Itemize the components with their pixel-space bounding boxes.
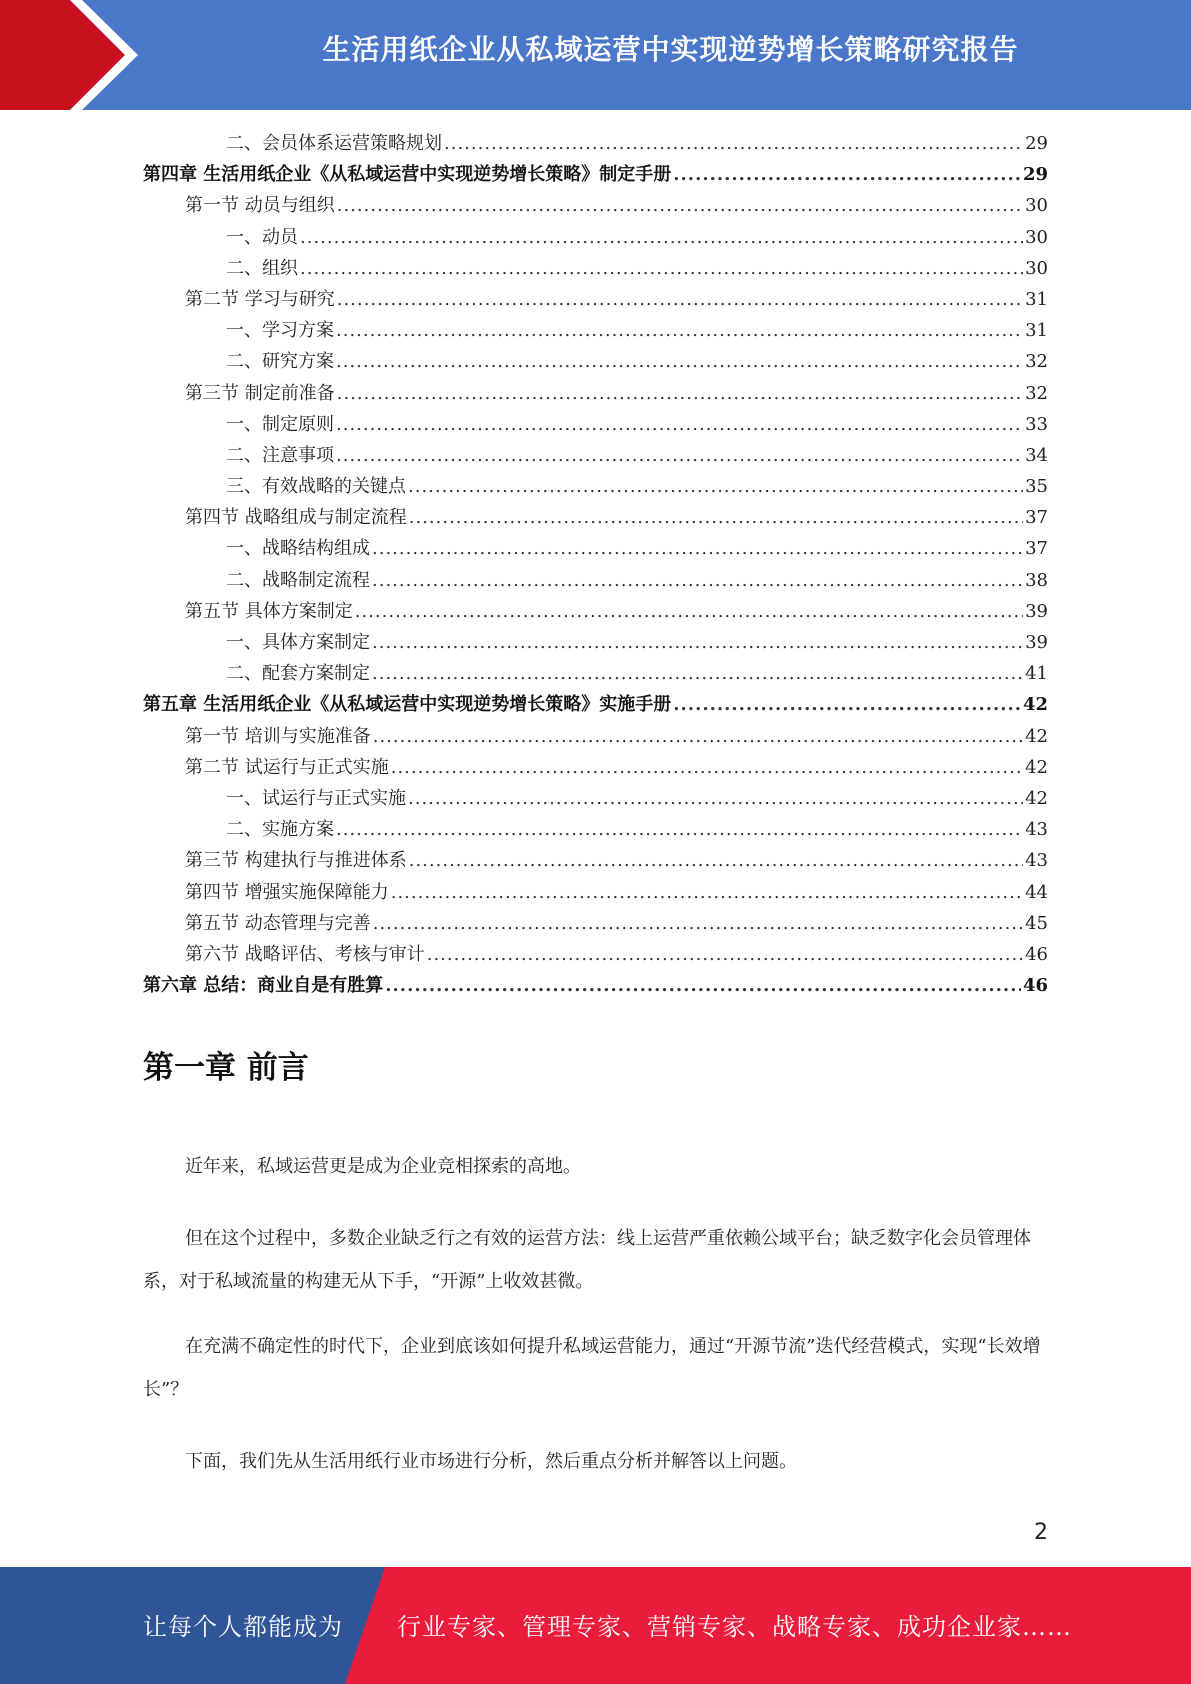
toc-entry[interactable] bbox=[143, 222, 1048, 253]
page-header bbox=[0, 0, 1191, 110]
toc-dot-leader bbox=[300, 222, 1023, 253]
toc-page-number: 43 bbox=[1025, 850, 1048, 872]
toc-dot-leader bbox=[409, 502, 1023, 533]
toc-page-number: 42 bbox=[1025, 787, 1048, 809]
toc-entry[interactable] bbox=[143, 378, 1048, 409]
toc-dot-leader bbox=[409, 845, 1023, 876]
toc-entry[interactable] bbox=[143, 159, 1048, 190]
toc-entry[interactable] bbox=[143, 565, 1048, 596]
toc-entry[interactable] bbox=[143, 845, 1048, 876]
chapter-title: 第一章 前言 bbox=[143, 1050, 309, 1086]
toc-dot-leader bbox=[673, 689, 1021, 720]
toc-entry-title: 第六节 战略评估、考核与审计 bbox=[185, 943, 425, 965]
toc-page-number: 39 bbox=[1025, 600, 1048, 622]
toc-entry[interactable] bbox=[143, 284, 1048, 315]
toc-entry-title: 第五节 具体方案制定 bbox=[185, 600, 353, 622]
page-number: 2 bbox=[1034, 1520, 1048, 1545]
toc-entry[interactable] bbox=[143, 721, 1048, 752]
footer-roles: 行业专家、管理专家、营销专家、战略专家、成功企业家…… bbox=[397, 1613, 1072, 1641]
toc-entry-title: 一、制定原则 bbox=[226, 413, 334, 435]
toc-dot-leader bbox=[336, 440, 1023, 471]
toc-entry-title: 二、战略制定流程 bbox=[226, 569, 370, 591]
toc-entry-title: 一、学习方案 bbox=[226, 320, 334, 342]
toc-dot-leader bbox=[337, 378, 1023, 409]
toc-entry-title: 第四节 战略组成与制定流程 bbox=[185, 507, 407, 529]
toc-entry[interactable] bbox=[143, 908, 1048, 939]
toc-dot-leader bbox=[373, 908, 1023, 939]
toc-page-number: 38 bbox=[1025, 569, 1048, 591]
toc-entry-title: 第五章 生活用纸企业《从私域运营中实现逆势增长策略》实施手册 bbox=[143, 694, 672, 716]
toc-entry[interactable] bbox=[143, 190, 1048, 221]
toc-dot-leader bbox=[391, 752, 1023, 783]
toc-dot-leader bbox=[391, 877, 1023, 908]
toc-page-number: 46 bbox=[1022, 975, 1048, 997]
toc-dot-leader bbox=[444, 128, 1023, 159]
toc-dot-leader bbox=[385, 970, 1021, 1001]
toc-dot-leader bbox=[372, 658, 1023, 689]
toc-entry-title: 二、配套方案制定 bbox=[226, 663, 370, 685]
toc-entry[interactable] bbox=[143, 752, 1048, 783]
toc-dot-leader bbox=[372, 533, 1023, 564]
toc-entry-title: 一、具体方案制定 bbox=[226, 632, 370, 653]
toc-dot-leader bbox=[336, 346, 1023, 377]
toc-page-number: 43 bbox=[1025, 819, 1048, 841]
toc-entry-title: 三、有效战略的关键点 bbox=[226, 476, 406, 498]
toc-dot-leader bbox=[673, 159, 1021, 190]
paragraph: 近年来，私域运营更是成为企业竞相探索的高地。 bbox=[185, 1156, 581, 1177]
toc-page-number: 37 bbox=[1025, 538, 1048, 560]
toc-entry-title: 一、试运行与正式实施 bbox=[226, 787, 406, 809]
toc-entry-title: 二、研究方案 bbox=[226, 351, 334, 373]
toc-page-number: 41 bbox=[1025, 663, 1048, 685]
toc-page-number: 42 bbox=[1025, 756, 1048, 778]
toc-entry[interactable] bbox=[143, 970, 1048, 1001]
toc-page-number: 32 bbox=[1025, 382, 1048, 404]
toc-entry-title: 二、实施方案 bbox=[226, 819, 334, 841]
toc-page-number: 33 bbox=[1025, 413, 1048, 435]
toc-entry-title: 第三节 制定前准备 bbox=[185, 382, 335, 404]
toc-dot-leader bbox=[337, 284, 1023, 315]
toc-dot-leader bbox=[372, 627, 1023, 658]
toc-page-number: 31 bbox=[1025, 320, 1048, 342]
toc-dot-leader bbox=[337, 190, 1023, 221]
toc-entry[interactable] bbox=[143, 253, 1048, 284]
toc-entry-title: 一、动员 bbox=[226, 226, 298, 248]
toc-dot-leader bbox=[336, 315, 1023, 346]
toc-entry-title: 第四节 增强实施保障能力 bbox=[185, 881, 389, 903]
toc-page-number: 29 bbox=[1025, 133, 1048, 154]
toc-page-number: 30 bbox=[1025, 257, 1048, 279]
paragraph: 下面，我们先从生活用纸行业市场进行分析，然后重点分析并解答以上问题。 bbox=[185, 1451, 797, 1472]
toc-entry[interactable] bbox=[143, 689, 1048, 720]
report-title: 生活用纸企业从私域运营中实现逆势增长策略研究报告 bbox=[322, 33, 1019, 66]
page-footer bbox=[0, 1567, 1191, 1684]
toc-entry-title: 二、注意事项 bbox=[226, 444, 334, 466]
toc-entry[interactable] bbox=[143, 409, 1048, 440]
toc-page-number: 30 bbox=[1025, 226, 1048, 248]
table-of-contents bbox=[143, 128, 1048, 1001]
toc-entry[interactable] bbox=[143, 128, 1048, 159]
toc-entry[interactable] bbox=[143, 939, 1048, 970]
toc-dot-leader bbox=[373, 721, 1023, 752]
toc-entry-title: 二、组织 bbox=[226, 257, 298, 279]
toc-entry-title: 第六章 总结：商业自是有胜算 bbox=[143, 975, 384, 997]
toc-page-number: 32 bbox=[1025, 351, 1048, 373]
paragraph: 但在这个过程中，多数企业缺乏行之有效的运营方法：线上运营严重依赖公域平台；缺乏数字化会员管理体系，对于私域流量的构建无从下手，“开源”上收效甚微。 bbox=[143, 1228, 1031, 1292]
toc-page-number: 30 bbox=[1025, 195, 1048, 217]
toc-dot-leader bbox=[300, 253, 1023, 284]
toc-page-number: 46 bbox=[1025, 943, 1048, 965]
toc-page-number: 44 bbox=[1025, 881, 1048, 903]
toc-dot-leader bbox=[355, 596, 1023, 627]
toc-dot-leader bbox=[336, 814, 1023, 845]
footer-slogan: 让每个人都能成为 bbox=[143, 1613, 343, 1641]
toc-entry[interactable] bbox=[143, 533, 1048, 564]
toc-dot-leader bbox=[408, 471, 1023, 502]
toc-entry-title: 一、战略结构组成 bbox=[226, 538, 370, 560]
toc-entry-title: 第一节 培训与实施准备 bbox=[185, 725, 371, 747]
toc-entry[interactable] bbox=[143, 814, 1048, 845]
toc-entry-title: 第五节 动态管理与完善 bbox=[185, 912, 371, 934]
toc-page-number: 35 bbox=[1025, 476, 1048, 498]
toc-page-number: 34 bbox=[1025, 444, 1048, 466]
toc-entry-title: 二、会员体系运营策略规划 bbox=[226, 133, 442, 154]
toc-page-number: 31 bbox=[1025, 288, 1048, 310]
toc-page-number: 42 bbox=[1025, 725, 1048, 747]
header-chevron-graphic bbox=[0, 0, 170, 110]
toc-entry[interactable] bbox=[143, 658, 1048, 689]
toc-dot-leader bbox=[408, 783, 1023, 814]
toc-entry[interactable] bbox=[143, 346, 1048, 377]
toc-entry-title: 第一节 动员与组织 bbox=[185, 195, 335, 217]
toc-entry-title: 第四章 生活用纸企业《从私域运营中实现逆势增长策略》制定手册 bbox=[143, 164, 672, 186]
toc-page-number: 29 bbox=[1022, 164, 1048, 186]
toc-entry-title: 第二节 学习与研究 bbox=[185, 288, 335, 310]
toc-entry-title: 第三节 构建执行与推进体系 bbox=[185, 850, 407, 872]
toc-page-number: 42 bbox=[1022, 694, 1048, 716]
toc-dot-leader bbox=[427, 939, 1023, 970]
toc-entry[interactable] bbox=[143, 440, 1048, 471]
toc-entry[interactable] bbox=[143, 877, 1048, 908]
toc-page-number: 45 bbox=[1025, 912, 1048, 934]
toc-page-number: 39 bbox=[1025, 632, 1048, 653]
toc-entry[interactable] bbox=[143, 471, 1048, 502]
toc-entry[interactable] bbox=[143, 315, 1048, 346]
toc-entry[interactable] bbox=[143, 783, 1048, 814]
toc-dot-leader bbox=[372, 565, 1023, 596]
toc-entry[interactable] bbox=[143, 502, 1048, 533]
paragraph: 在充满不确定性的时代下，企业到底该如何提升私域运营能力，通过“开源节流”迭代经营模式，实现“长效增长”？ bbox=[143, 1336, 1041, 1400]
toc-entry[interactable] bbox=[143, 627, 1048, 658]
toc-page-number: 37 bbox=[1025, 507, 1048, 529]
toc-dot-leader bbox=[336, 409, 1023, 440]
toc-entry[interactable] bbox=[143, 596, 1048, 627]
toc-entry-title: 第二节 试运行与正式实施 bbox=[185, 756, 389, 778]
